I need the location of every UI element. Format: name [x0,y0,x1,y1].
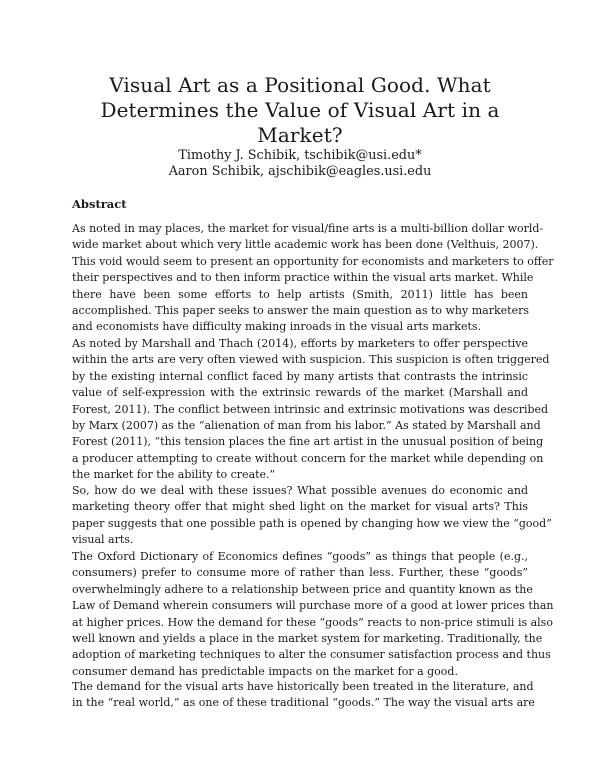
title-line: Determines the Value of Visual Art in a Market? [100,98,500,147]
text-line: consumers) prefer to consume more of rather than less. Further, these “goods” [72,566,528,580]
author-list [60,148,540,180]
paragraph-2 [72,336,550,484]
paper-title [60,73,540,148]
text-line: in the “real world,” as one of these traditional “goods.” The way the visual arts are [72,696,535,710]
text-line: overwhelmingly adhere to a relationship between price and quantity known as the [72,582,533,596]
author-line: Aaron Schibik, ajschibik@eagles.usi.edu [168,164,432,179]
text-line: marketing theory offer that might shed light on the market for visual arts? This [72,500,528,514]
abstract-heading: Abstract [72,197,127,211]
text-line: As noted by Marshall and Thach (2014), efforts by marketers to offer perspective [72,337,528,350]
text-line: So, how do we deal with these issues? What possible avenues do economic and [72,484,528,497]
text-line: paper suggests that one possible path is opened by changing how we view the “good” [72,516,552,530]
text-line: consumer demand has predictable impacts on the market for a good. [72,664,458,678]
text-line: Forest, 2011). The conflict between intrinsic and extrinsic motivations was described [72,402,549,416]
text-line: accomplished. This paper seeks to answer the main question as to why marketers [72,304,529,318]
paragraph-5 [72,679,535,712]
text-line: their perspectives and to then inform practice within the visual arts market. While [72,271,534,285]
text-line: visual arts. [72,533,134,547]
text-line: As noted in may places, the market for visual/fine arts is a multi-billion dollar world- [72,222,544,235]
text-line: The Oxford Dictionary of Economics defines “goods” as things that people (e.g., [72,550,528,563]
text-line: there have been some efforts to help artists (Smith, 2011) little has been [72,287,528,301]
text-line: adoption of marketing techniques to alter the consumer satisfaction process and thus [72,648,551,662]
text-line: by Marx (2007) as the “alienation of man from his labor.” As stated by Marshall and [72,419,541,433]
text-line: value of self-expression with the extrinsic rewards of the market (Marshall and [72,386,528,400]
title-line: Visual Art as a Positional Good. What [109,73,491,97]
text-line: well known and yields a place in the market system for marketing. Traditionally, the [72,632,543,646]
author-line: Timothy J. Schibik, tschibik@usi.edu* [178,148,422,163]
text-line: the market for the ability to create.” [72,468,276,482]
paragraph-1 [72,221,554,336]
text-line: This void would seem to present an opportunity for economists and marketers to offer [72,254,554,268]
text-line: Law of Demand wherein consumers will purchase more of a good at lower prices than [72,599,554,613]
text-line: and economists have difficulty making inroads in the visual arts markets. [72,320,482,334]
text-line: The demand for the visual arts have historically been treated in the literature, and [72,680,534,693]
text-line: at higher prices. How the demand for these “goods” reacts to non-price stimuli is also [72,615,553,629]
paragraph-3 [72,483,552,549]
paragraph-4 [72,549,554,680]
text-line: wide market about which very little academic work has been done (Velthuis, 2007). [72,238,539,252]
text-line: by the existing internal conflict faced by many artists that contrasts the intrinsic [72,369,528,383]
text-line: within the arts are very often viewed with suspicion. This suspicion is often triggered [72,353,550,367]
text-line: Forest (2011), “this tension places the fine art artist in the unusual position of being [72,435,544,449]
text-line: a producer attempting to create without concern for the market while depending on [72,451,544,465]
